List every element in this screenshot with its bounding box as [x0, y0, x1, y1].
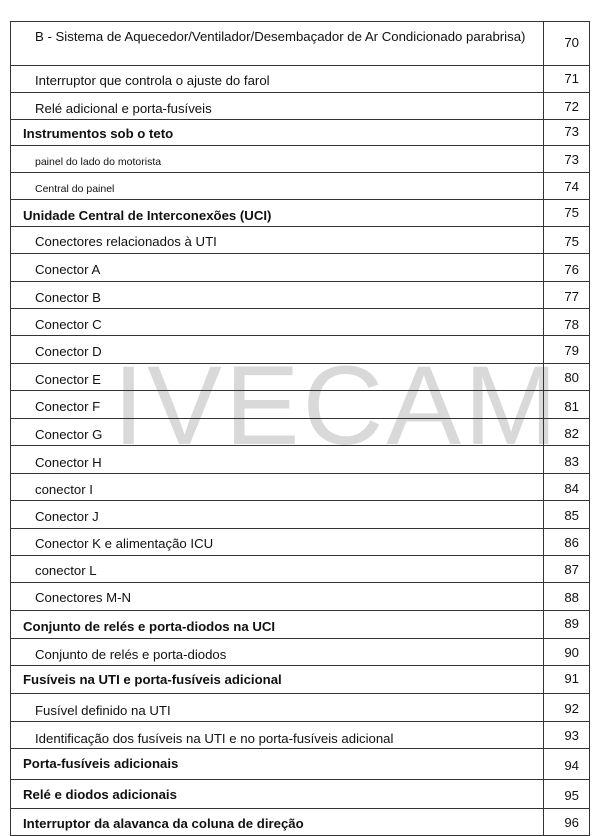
- toc-title: Instrumentos sob o teto: [23, 126, 174, 141]
- toc-title-cell: [11, 583, 544, 611]
- toc-title-cell: [11, 722, 544, 749]
- toc-page-number: 76: [544, 254, 590, 282]
- toc-title-cell: [11, 780, 544, 809]
- toc-entry-row: [11, 309, 590, 336]
- toc-entry-row: [11, 254, 590, 282]
- toc-page-number: 73: [544, 146, 590, 173]
- toc-title-cell: [11, 639, 544, 666]
- toc-title: Identificação dos fusíveis na UTI e no porta-fusíveis adicional: [35, 731, 394, 746]
- toc-title: Conector E: [35, 372, 101, 387]
- toc-page-number: 79: [544, 336, 590, 364]
- toc-title-cell: [11, 556, 544, 583]
- toc-section-row: [11, 666, 590, 694]
- toc-title: Fusíveis na UTI e porta-fusíveis adicional: [23, 672, 282, 687]
- toc-page-number: 80: [544, 364, 590, 391]
- toc-entry-row: [11, 529, 590, 556]
- toc-title-cell: [11, 501, 544, 529]
- toc-entry-row: [11, 722, 590, 749]
- toc-title-cell: [11, 474, 544, 501]
- toc-section-row: [11, 749, 590, 780]
- toc-page-number: 75: [544, 200, 590, 227]
- toc-page-number: 75: [544, 227, 590, 254]
- toc-entry-row: [11, 173, 590, 200]
- toc-page-number: 77: [544, 282, 590, 309]
- toc-page-number: 72: [544, 93, 590, 120]
- toc-title-cell: [11, 22, 544, 66]
- toc-page-number: 71: [544, 66, 590, 93]
- toc-title: Conectores relacionados à UTI: [35, 234, 217, 249]
- toc-page-number: 73: [544, 120, 590, 146]
- toc-title: Relé e diodos adicionais: [23, 787, 177, 802]
- watermark: IVECAM: [113, 343, 561, 468]
- toc-title: Conector G: [35, 427, 103, 442]
- toc-page-number: 90: [544, 639, 590, 666]
- toc-entry-row: [11, 419, 590, 446]
- toc-entry-row: [11, 282, 590, 309]
- toc-title: Central do painel: [35, 183, 115, 195]
- toc-entry-row: [11, 391, 590, 419]
- toc-title: Fusível definido na UTI: [35, 703, 171, 718]
- toc-page-number: 82: [544, 419, 590, 446]
- toc-title-cell: [11, 146, 544, 173]
- toc-title: Conector D: [35, 344, 102, 359]
- toc-title-cell: [11, 336, 544, 364]
- toc-entry-row: [11, 227, 590, 254]
- toc-page-number: 94: [544, 749, 590, 780]
- toc-page-number: 87: [544, 556, 590, 583]
- toc-section-row: [11, 200, 590, 227]
- toc-title: conector L: [35, 563, 97, 578]
- toc-page-number: 85: [544, 501, 590, 529]
- toc-title: Conector J: [35, 509, 99, 524]
- toc-section-row: [11, 120, 590, 146]
- toc-title-cell: [11, 694, 544, 722]
- toc-title: Interruptor que controla o ajuste do farol: [35, 73, 270, 88]
- toc-title-cell: [11, 227, 544, 254]
- toc-entry-row: [11, 639, 590, 666]
- toc-title-cell: [11, 200, 544, 227]
- toc-page-number: 89: [544, 611, 590, 639]
- toc-section-row: [11, 809, 590, 836]
- toc-title-cell: [11, 254, 544, 282]
- toc-entry-row: [11, 694, 590, 722]
- toc-page-number: 74: [544, 173, 590, 200]
- toc-section-row: [11, 780, 590, 809]
- toc-title-cell: [11, 309, 544, 336]
- toc-title-cell: [11, 120, 544, 146]
- toc-title: Conector K e alimentação ICU: [35, 536, 214, 551]
- toc-page-number: 70: [544, 22, 590, 66]
- toc-entry-row: [11, 556, 590, 583]
- toc-page-number: 78: [544, 309, 590, 336]
- toc-title: Conjunto de relés e porta-diodos na UCI: [23, 619, 276, 634]
- toc-entry-row: [11, 583, 590, 611]
- toc-title: Conector H: [35, 455, 102, 470]
- toc-page-number: 86: [544, 529, 590, 556]
- toc-title: Interruptor da alavanca da coluna de direção: [23, 816, 304, 831]
- toc-entry-row: [11, 93, 590, 120]
- toc-entry-row: [11, 336, 590, 364]
- toc-entry-row: [11, 446, 590, 474]
- toc-title: Conector C: [35, 317, 102, 332]
- toc-title: Conectores M-N: [35, 590, 132, 605]
- toc-title: Unidade Central de Interconexões (UCI): [23, 208, 272, 223]
- toc-page-number: 93: [544, 722, 590, 749]
- toc-entry-row: [11, 66, 590, 93]
- toc-title-cell: [11, 173, 544, 200]
- toc-entry-row: [11, 146, 590, 173]
- toc-title: Conjunto de relés e porta-diodos: [35, 647, 227, 662]
- toc-title-cell: [11, 529, 544, 556]
- toc-title: Relé adicional e porta-fusíveis: [35, 101, 212, 116]
- table-of-contents: [10, 21, 590, 836]
- toc-body: [11, 22, 590, 836]
- toc-page-number: 91: [544, 666, 590, 694]
- toc-title-cell: [11, 364, 544, 391]
- toc-title: Conector A: [35, 262, 101, 277]
- toc-title-cell: [11, 446, 544, 474]
- toc-title-cell: [11, 93, 544, 120]
- toc-title-cell: [11, 66, 544, 93]
- toc-title: Porta-fusíveis adicionais: [23, 756, 179, 771]
- toc-page-number: 83: [544, 446, 590, 474]
- toc-page-number: 95: [544, 780, 590, 809]
- toc-title-cell: [11, 391, 544, 419]
- toc-title: B - Sistema de Aquecedor/Ventilador/Desembaçador de Ar Condicionado parabrisa): [35, 29, 526, 44]
- toc-title-cell: [11, 282, 544, 309]
- toc-page-number: 96: [544, 809, 590, 836]
- toc-title: conector I: [35, 482, 93, 497]
- toc-title-cell: [11, 611, 544, 639]
- toc-title-cell: [11, 809, 544, 836]
- toc-page-number: 88: [544, 583, 590, 611]
- toc-title-cell: [11, 419, 544, 446]
- toc-entry-row: [11, 474, 590, 501]
- toc-title: painel do lado do motorista: [35, 156, 162, 168]
- toc-section-row: [11, 611, 590, 639]
- toc-title-cell: [11, 749, 544, 780]
- toc-title-cell: [11, 666, 544, 694]
- toc-page-number: 92: [544, 694, 590, 722]
- toc-page-number: 81: [544, 391, 590, 419]
- toc-title: Conector B: [35, 290, 101, 305]
- toc-entry-row: [11, 364, 590, 391]
- toc-entry-row: [11, 501, 590, 529]
- toc-title: Conector F: [35, 399, 101, 414]
- toc-entry-row: [11, 22, 590, 66]
- toc-page-number: 84: [544, 474, 590, 501]
